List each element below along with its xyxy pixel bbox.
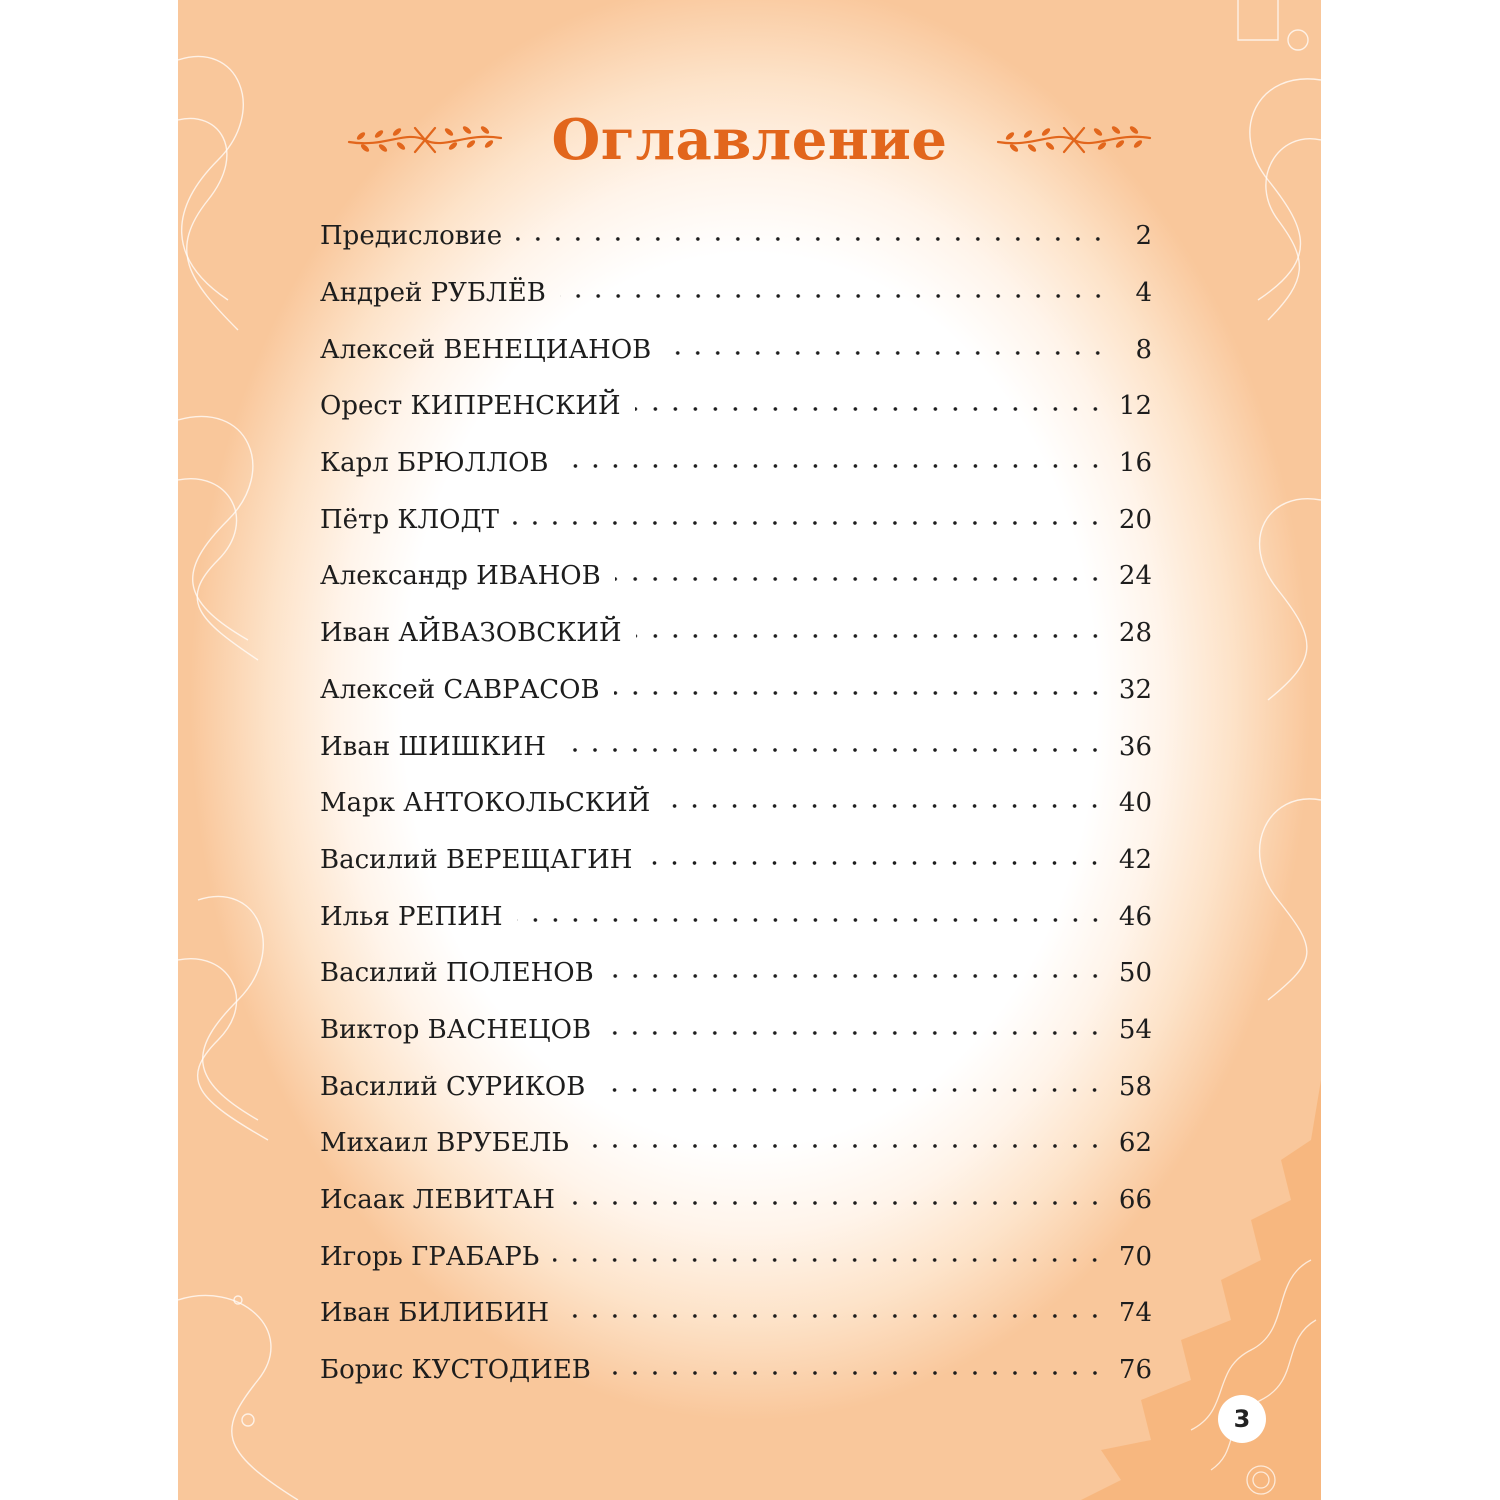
toc-entry-page-number: 46 bbox=[1118, 901, 1152, 932]
toc-entry-title: Борис КУСТОДИЕВ bbox=[320, 1355, 591, 1386]
toc-entry-title: Марк АНТОКОЛЬСКИЙ bbox=[320, 788, 651, 819]
toc-entry-page-number: 62 bbox=[1118, 1128, 1152, 1159]
toc-entry-page-number: 36 bbox=[1118, 731, 1152, 762]
toc-entry-page-number: 2 bbox=[1135, 221, 1152, 252]
dot-leader bbox=[605, 1371, 1105, 1375]
dot-leader bbox=[583, 1144, 1105, 1148]
dot-leader bbox=[608, 974, 1105, 978]
laurel-branch-icon bbox=[345, 120, 505, 160]
dot-leader bbox=[516, 237, 1108, 241]
toc-entry-page-number: 12 bbox=[1118, 391, 1152, 422]
toc-entry-title: Орест КИПРЕНСКИЙ bbox=[320, 391, 621, 422]
toc-entry[interactable] bbox=[320, 1002, 1152, 1059]
toc-entry[interactable] bbox=[320, 1172, 1152, 1229]
toc-entry-page-number: 70 bbox=[1118, 1241, 1152, 1272]
toc-entry[interactable] bbox=[320, 888, 1152, 945]
toc-entry[interactable] bbox=[320, 662, 1152, 719]
toc-entry[interactable] bbox=[320, 435, 1152, 492]
toc-entry[interactable] bbox=[320, 718, 1152, 775]
dot-leader bbox=[560, 748, 1105, 752]
toc-entry-page-number: 40 bbox=[1118, 788, 1152, 819]
toc-entry-title: Виктор ВАСНЕЦОВ bbox=[320, 1014, 592, 1045]
toc-entry[interactable] bbox=[320, 321, 1152, 378]
toc-entry[interactable] bbox=[320, 1342, 1152, 1399]
toc-entry-title: Исаак ЛЕВИТАН bbox=[320, 1185, 555, 1216]
dot-leader bbox=[646, 861, 1104, 865]
toc-entry[interactable] bbox=[320, 832, 1152, 889]
toc-entry-page-number: 66 bbox=[1118, 1185, 1152, 1216]
toc-entry-title: Игорь ГРАБАРЬ bbox=[320, 1241, 540, 1272]
dot-leader bbox=[636, 634, 1105, 638]
dot-leader bbox=[513, 521, 1105, 525]
toc-entry[interactable] bbox=[320, 1228, 1152, 1285]
toc-entry-page-number: 76 bbox=[1118, 1355, 1152, 1386]
dot-leader bbox=[517, 918, 1105, 922]
table-of-contents bbox=[320, 208, 1152, 1398]
dot-leader bbox=[665, 351, 1108, 355]
toc-entry-page-number: 24 bbox=[1118, 561, 1152, 592]
toc-entry-page-number: 42 bbox=[1118, 844, 1152, 875]
toc-entry-page-number: 28 bbox=[1118, 618, 1152, 649]
dot-leader bbox=[664, 804, 1105, 808]
dot-leader bbox=[605, 1031, 1105, 1035]
toc-entry[interactable] bbox=[320, 1285, 1152, 1342]
toc-entry-page-number: 58 bbox=[1118, 1071, 1152, 1102]
toc-entry-title: Василий СУРИКОВ bbox=[320, 1071, 586, 1102]
toc-entry-title: Александр ИВАНОВ bbox=[320, 561, 601, 592]
toc-entry-title: Василий ПОЛЕНОВ bbox=[320, 958, 594, 989]
toc-entry[interactable] bbox=[320, 945, 1152, 1002]
toc-entry-page-number: 4 bbox=[1135, 278, 1152, 309]
toc-entry-title: Иван БИЛИБИН bbox=[320, 1298, 550, 1329]
toc-entry-title: Пётр КЛОДТ bbox=[320, 504, 499, 535]
toc-heading bbox=[178, 100, 1321, 180]
toc-entry-page-number: 20 bbox=[1118, 504, 1152, 535]
dot-leader bbox=[599, 1088, 1105, 1092]
toc-entry[interactable] bbox=[320, 491, 1152, 548]
toc-entry[interactable] bbox=[320, 775, 1152, 832]
page-title: Оглавление bbox=[551, 107, 948, 173]
toc-entry-title: Иван АЙВАЗОВСКИЙ bbox=[320, 618, 622, 649]
toc-entry-title: Карл БРЮЛЛОВ bbox=[320, 448, 549, 479]
toc-entry[interactable] bbox=[320, 548, 1152, 605]
toc-entry-title: Андрей РУБЛЁВ bbox=[320, 278, 546, 309]
dot-leader bbox=[614, 691, 1105, 695]
toc-entry-title: Иван ШИШКИН bbox=[320, 731, 546, 762]
toc-entry-title: Илья РЕПИН bbox=[320, 901, 503, 932]
toc-entry-title: Михаил ВРУБЕЛЬ bbox=[320, 1128, 569, 1159]
dot-leader bbox=[563, 1314, 1105, 1318]
toc-entry[interactable] bbox=[320, 208, 1152, 265]
toc-entry[interactable] bbox=[320, 1058, 1152, 1115]
toc-entry-title: Предисловие bbox=[320, 221, 503, 252]
dot-leader bbox=[563, 464, 1105, 468]
toc-entry[interactable] bbox=[320, 265, 1152, 322]
page-number: 3 bbox=[1218, 1395, 1266, 1443]
book-page bbox=[178, 0, 1321, 1500]
toc-entry-title: Алексей ВЕНЕЦИАНОВ bbox=[320, 334, 652, 365]
toc-entry-page-number: 74 bbox=[1118, 1298, 1152, 1329]
dot-leader bbox=[615, 577, 1105, 581]
toc-entry-page-number: 16 bbox=[1118, 448, 1152, 479]
toc-entry-page-number: 50 bbox=[1118, 958, 1152, 989]
toc-entry[interactable] bbox=[320, 605, 1152, 662]
toc-entry-page-number: 32 bbox=[1118, 674, 1152, 705]
dot-leader bbox=[553, 1258, 1105, 1262]
toc-entry-page-number: 8 bbox=[1135, 334, 1152, 365]
dot-leader bbox=[569, 1201, 1105, 1205]
toc-entry[interactable] bbox=[320, 378, 1152, 435]
toc-entry-page-number: 54 bbox=[1118, 1014, 1152, 1045]
dot-leader bbox=[560, 294, 1108, 298]
toc-entry[interactable] bbox=[320, 1115, 1152, 1172]
dot-leader bbox=[635, 407, 1105, 411]
laurel-branch-icon bbox=[994, 120, 1154, 160]
toc-entry-title: Алексей САВРАСОВ bbox=[320, 674, 600, 705]
toc-entry-title: Василий ВЕРЕЩАГИН bbox=[320, 844, 633, 875]
